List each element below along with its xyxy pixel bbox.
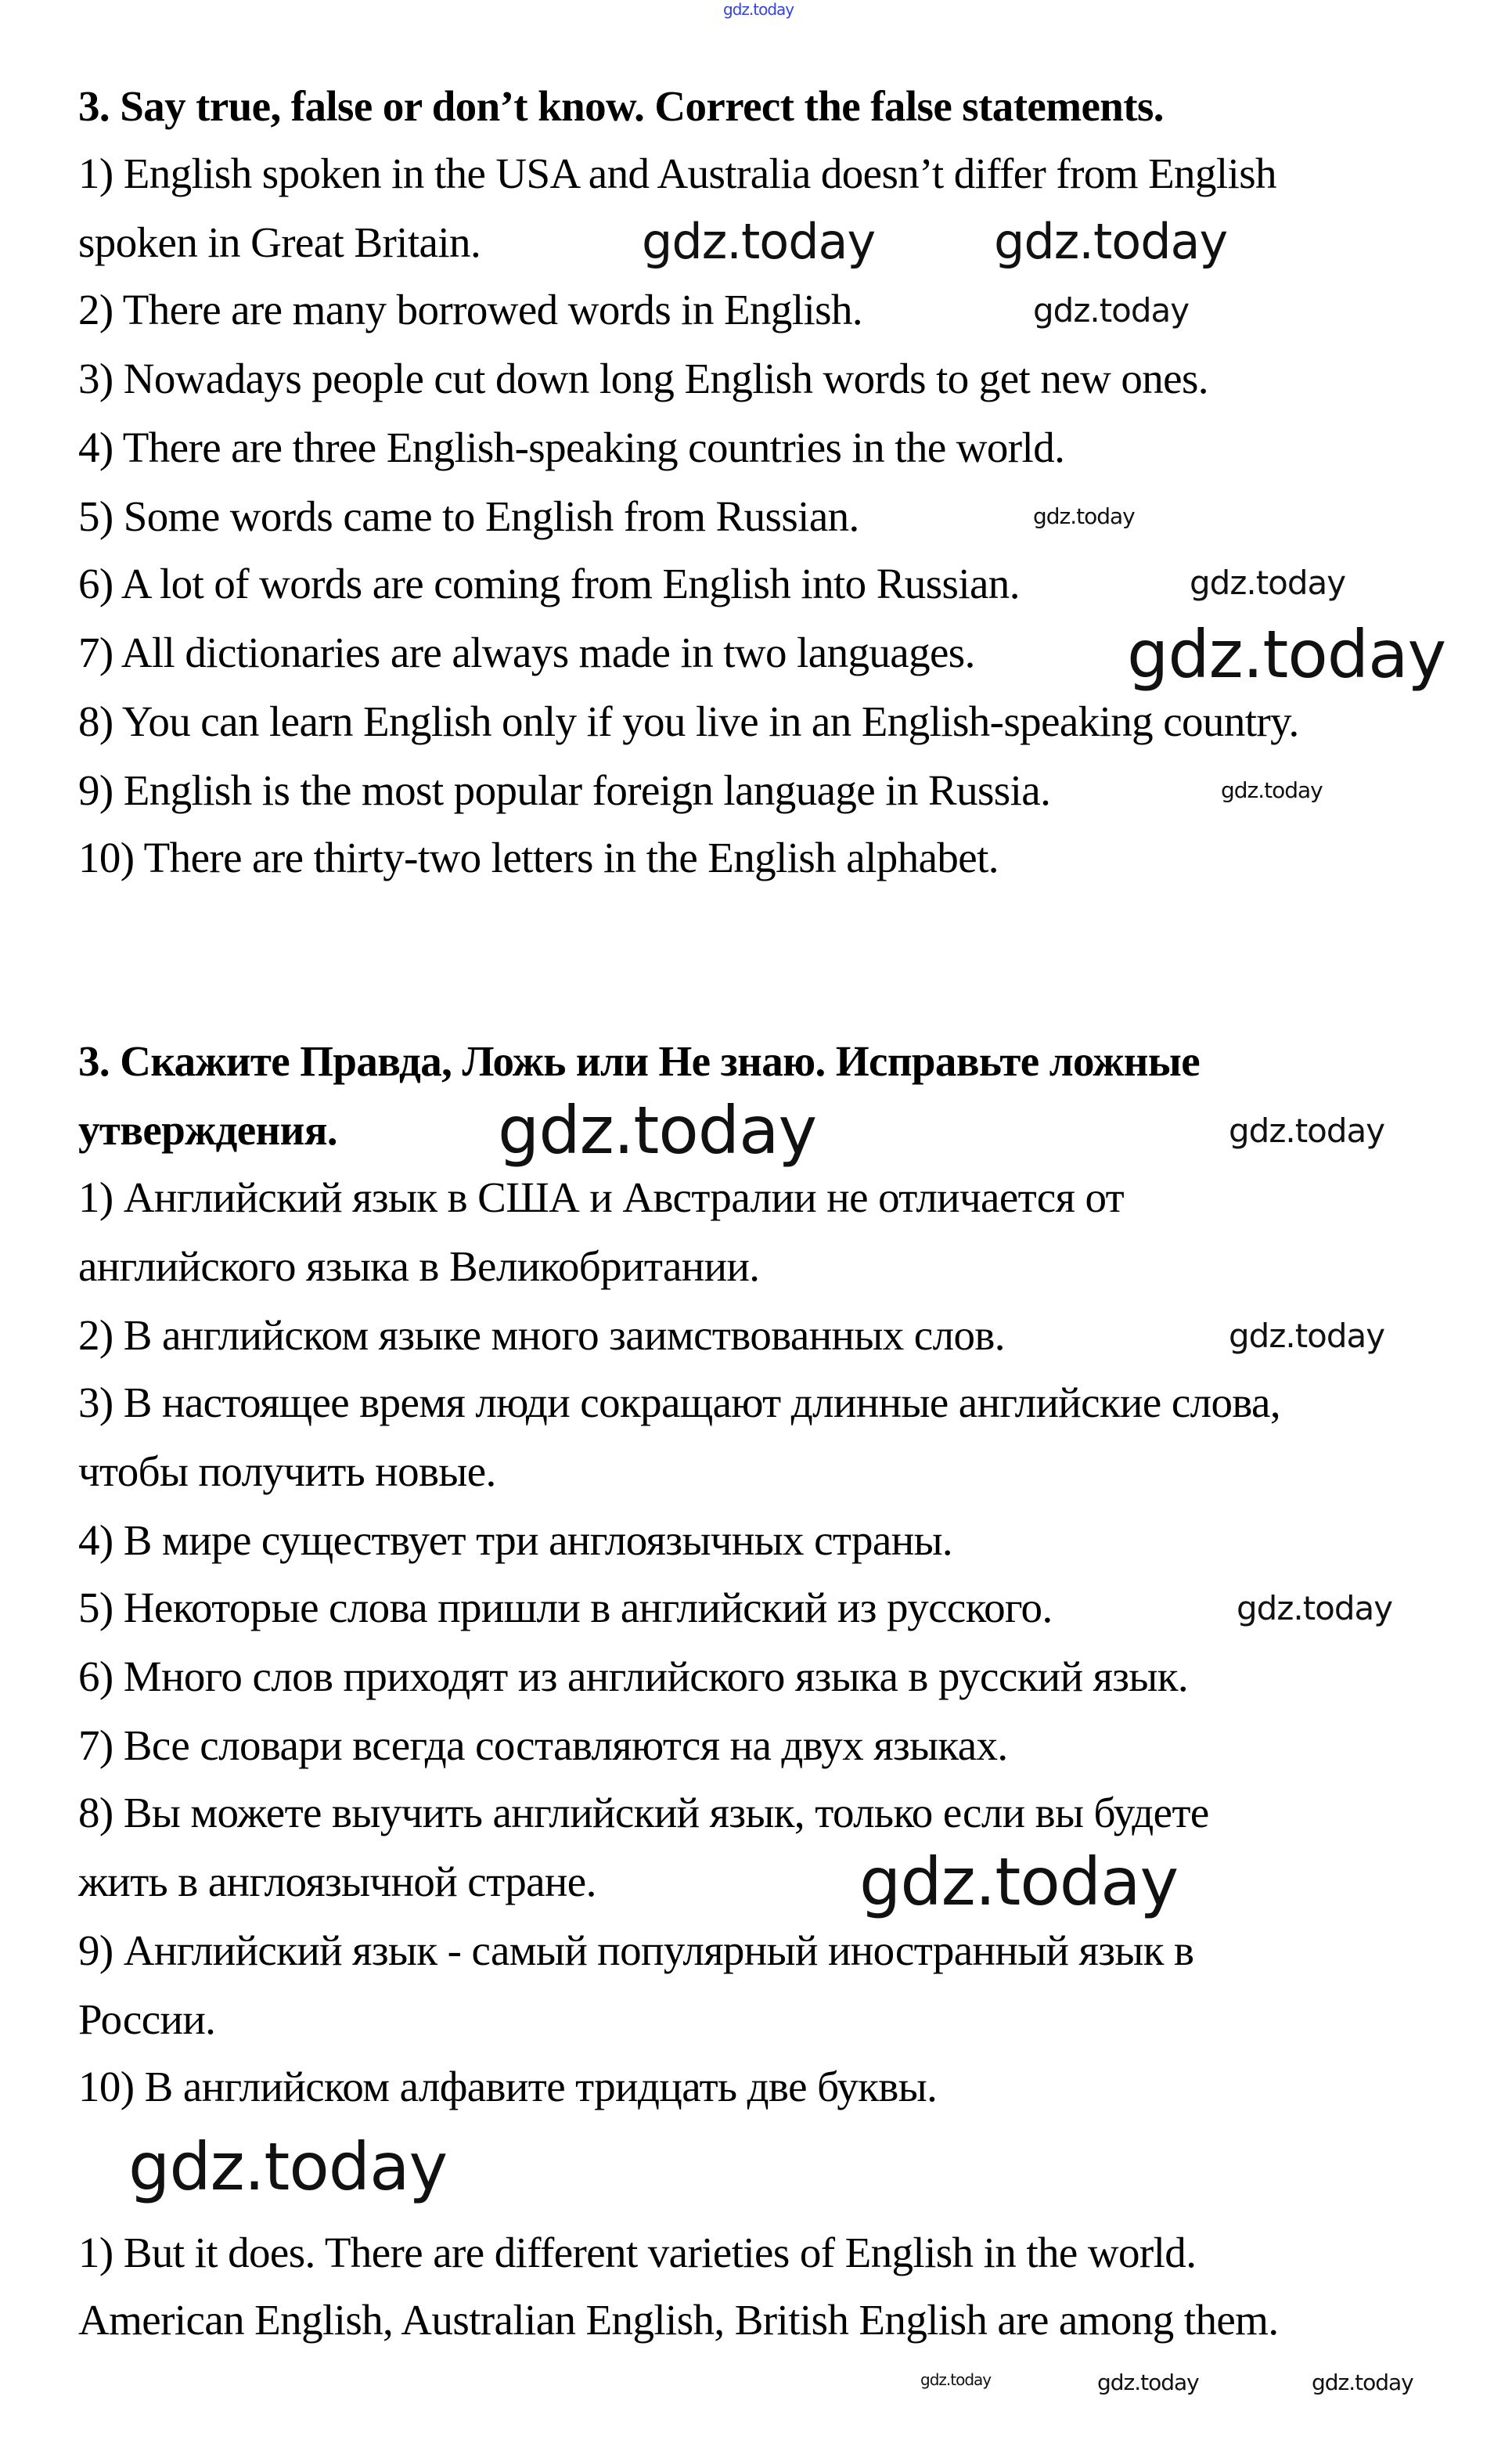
watermark: gdz.today bbox=[920, 2370, 992, 2389]
statement-line: 8) Вы можете выучить английский язык, только если вы будете bbox=[78, 1789, 1209, 1836]
statement-line: России. bbox=[78, 1995, 216, 2043]
statement-line: 1) Английский язык в США и Австралии не отличается от bbox=[78, 1173, 1125, 1221]
watermark: gdz.today bbox=[1190, 564, 1346, 602]
answer-line: 1) But it does. There are different varieties of English in the world. bbox=[78, 2229, 1197, 2276]
watermark: gdz.today bbox=[1127, 616, 1446, 693]
watermark: gdz.today bbox=[994, 213, 1228, 270]
statement-line: spoken in Great Britain. bbox=[78, 218, 481, 266]
watermark: gdz.today bbox=[859, 1843, 1179, 1920]
statement-line: 9) English is the most popular foreign language in Russia. bbox=[78, 766, 1051, 814]
exercise-heading-russian: 3. Скажите Правда, Ложь или Не знаю. Исправьте ложные bbox=[78, 1037, 1201, 1085]
statement-line: 5) Some words came to English from Russian. bbox=[78, 492, 859, 540]
statement-line: чтобы получить новые. bbox=[78, 1447, 496, 1495]
watermark: gdz.today bbox=[1033, 503, 1135, 529]
watermark: gdz.today bbox=[723, 0, 794, 19]
statement-line: 2) There are many borrowed words in English. bbox=[78, 286, 863, 333]
watermark: gdz.today bbox=[1229, 1112, 1385, 1150]
statement-line: английского языка в Великобритании. bbox=[78, 1242, 760, 1290]
statement-line: 10) There are thirty-two letters in the English alphabet. bbox=[78, 834, 999, 881]
exercise-heading-english: 3. Say true, false or don’t know. Correct the false statements. bbox=[78, 82, 1164, 130]
statement-line: 7) All dictionaries are always made in two languages. bbox=[78, 629, 975, 676]
watermark: gdz.today bbox=[1033, 291, 1190, 330]
statement-line: 5) Некоторые слова пришли в английский из русского. bbox=[78, 1584, 1053, 1631]
statement-line: 2) В английском языке много заимствованных слов. bbox=[78, 1311, 1005, 1359]
statement-line: 4) В мире существует три англоязычных страны. bbox=[78, 1516, 953, 1564]
statement-line: 10) В английском алфавите тридцать две буквы. bbox=[78, 2063, 938, 2110]
watermark: gdz.today bbox=[1237, 1589, 1393, 1627]
statement-line: 1) English spoken in the USA and Australia doesn’t differ from English bbox=[78, 150, 1276, 197]
statement-line: 7) Все словари всегда составляются на двух языках. bbox=[78, 1721, 1008, 1769]
statement-line: 8) You can learn English only if you live in an English-speaking country. bbox=[78, 697, 1299, 745]
watermark: gdz.today bbox=[1229, 1317, 1385, 1355]
statement-line: 3) Nowadays people cut down long English words to get new ones. bbox=[78, 355, 1208, 402]
watermark: gdz.today bbox=[642, 213, 876, 270]
statement-line: 4) There are three English-speaking countries in the world. bbox=[78, 423, 1065, 471]
statement-line: 3) В настоящее время люди сокращают длинные английские слова, bbox=[78, 1378, 1281, 1426]
exercise-heading-russian-cont: утверждения. bbox=[78, 1106, 338, 1154]
watermark: gdz.today bbox=[1312, 2370, 1413, 2395]
watermark: gdz.today bbox=[1221, 777, 1323, 803]
statement-line: 9) Английский язык - самый популярный иностранный язык в bbox=[78, 1926, 1194, 1974]
watermark: gdz.today bbox=[128, 2128, 448, 2205]
watermark: gdz.today bbox=[498, 1092, 817, 1169]
statement-line: 6) A lot of words are coming from English into Russian. bbox=[78, 560, 1020, 607]
watermark: gdz.today bbox=[1097, 2370, 1199, 2395]
answer-line: American English, Australian English, British English are among them. bbox=[78, 2296, 1279, 2344]
statement-line: жить в англоязычной стране. bbox=[78, 1858, 596, 1905]
statement-line: 6) Много слов приходят из английского языка в русский язык. bbox=[78, 1652, 1189, 1700]
